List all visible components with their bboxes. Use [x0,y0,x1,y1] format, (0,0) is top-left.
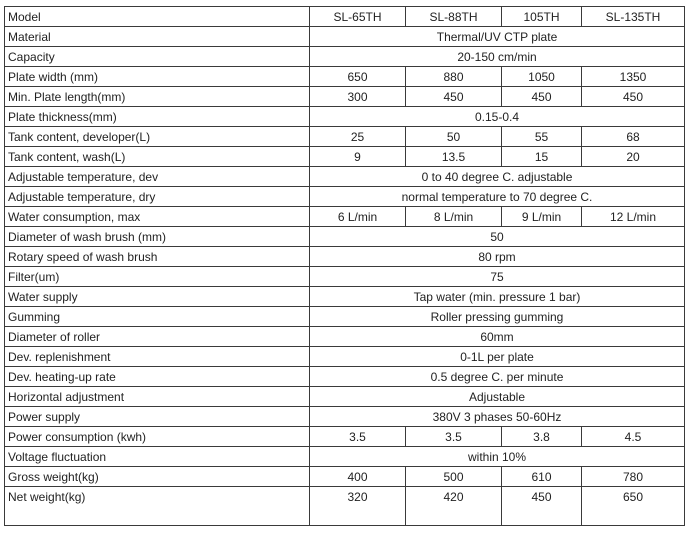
row-label: Filter(um) [5,267,310,287]
table-row [5,267,685,287]
row-label: Material [5,27,310,47]
row-value-all-models: Tap water (min. pressure 1 bar) [310,287,685,307]
row-value: 450 [406,87,502,107]
table-row [5,107,685,127]
table-row [5,87,685,107]
model-sl-65th: SL-65TH [310,7,406,27]
row-value: 880 [406,67,502,87]
table-row [5,147,685,167]
row-value-all-models: normal temperature to 70 degree C. [310,187,685,207]
row-value-all-models: 0-1L per plate [310,347,685,367]
row-value: 1050 [502,67,582,87]
row-value-all-models: Adjustable [310,387,685,407]
row-value: 20 [582,147,685,167]
row-value: 320 [310,487,406,526]
table-row [5,67,685,87]
row-value: 9 L/min [502,207,582,227]
table-row [5,487,685,526]
table-row [5,367,685,387]
row-value: 780 [582,467,685,487]
row-value: 6 L/min [310,207,406,227]
row-value-all-models: 0.15-0.4 [310,107,685,127]
table-row [5,127,685,147]
table-row [5,387,685,407]
row-label: Min. Plate length(mm) [5,87,310,107]
row-value: 420 [406,487,502,526]
row-label: Adjustable temperature, dev [5,167,310,187]
row-label: Gross weight(kg) [5,467,310,487]
row-value: 500 [406,467,502,487]
table-row [5,287,685,307]
spec-table-body [5,7,685,526]
table-row [5,307,685,327]
row-value: 25 [310,127,406,147]
row-value: 50 [406,127,502,147]
row-value: 650 [582,487,685,526]
table-row [5,167,685,187]
row-label: Power consumption (kwh) [5,427,310,447]
table-row [5,207,685,227]
model-105th: 105TH [502,7,582,27]
row-value: 3.5 [406,427,502,447]
row-label: Water supply [5,287,310,307]
row-value: 55 [502,127,582,147]
table-row [5,187,685,207]
row-label: Voltage fluctuation [5,447,310,467]
table-row [5,227,685,247]
table-row [5,247,685,267]
header-row [5,7,685,27]
table-row [5,467,685,487]
row-value: 9 [310,147,406,167]
row-value: 450 [502,87,582,107]
table-row [5,27,685,47]
row-label: Diameter of wash brush (mm) [5,227,310,247]
row-label: Power supply [5,407,310,427]
row-label: Water consumption, max [5,207,310,227]
row-value: 68 [582,127,685,147]
row-value-all-models: 60mm [310,327,685,347]
row-label: Tank content, wash(L) [5,147,310,167]
row-label: Dev. replenishment [5,347,310,367]
row-label: Dev. heating-up rate [5,367,310,387]
model-sl-88th: SL-88TH [406,7,502,27]
row-value-all-models: 380V 3 phases 50-60Hz [310,407,685,427]
table-row [5,407,685,427]
row-value: 400 [310,467,406,487]
header-label: Model [5,7,310,27]
table-row [5,347,685,367]
row-value: 450 [582,87,685,107]
row-label: Adjustable temperature, dry [5,187,310,207]
row-value: 13.5 [406,147,502,167]
row-value: 4.5 [582,427,685,447]
row-value: 610 [502,467,582,487]
row-label: Plate width (mm) [5,67,310,87]
row-label: Plate thickness(mm) [5,107,310,127]
table-row [5,447,685,467]
row-label: Diameter of roller [5,327,310,347]
row-value-all-models: 80 rpm [310,247,685,267]
row-value: 300 [310,87,406,107]
table-row [5,427,685,447]
table-row [5,327,685,347]
row-value-all-models: within 10% [310,447,685,467]
row-label: Gumming [5,307,310,327]
row-value-all-models: 20-150 cm/min [310,47,685,67]
row-value-all-models: Roller pressing gumming [310,307,685,327]
spec-table [4,6,685,526]
model-sl-135th: SL-135TH [582,7,685,27]
row-value-all-models: 0.5 degree C. per minute [310,367,685,387]
row-value: 650 [310,67,406,87]
row-label: Tank content, developer(L) [5,127,310,147]
row-label: Rotary speed of wash brush [5,247,310,267]
row-value-all-models: Thermal/UV CTP plate [310,27,685,47]
table-row [5,47,685,67]
row-value: 1350 [582,67,685,87]
row-value: 450 [502,487,582,526]
row-value: 8 L/min [406,207,502,227]
row-value: 3.8 [502,427,582,447]
row-label: Capacity [5,47,310,67]
row-value: 3.5 [310,427,406,447]
row-value-all-models: 0 to 40 degree C. adjustable [310,167,685,187]
row-label: Horizontal adjustment [5,387,310,407]
row-label: Net weight(kg) [5,487,310,526]
row-value: 15 [502,147,582,167]
row-value: 12 L/min [582,207,685,227]
row-value-all-models: 50 [310,227,685,247]
row-value-all-models: 75 [310,267,685,287]
